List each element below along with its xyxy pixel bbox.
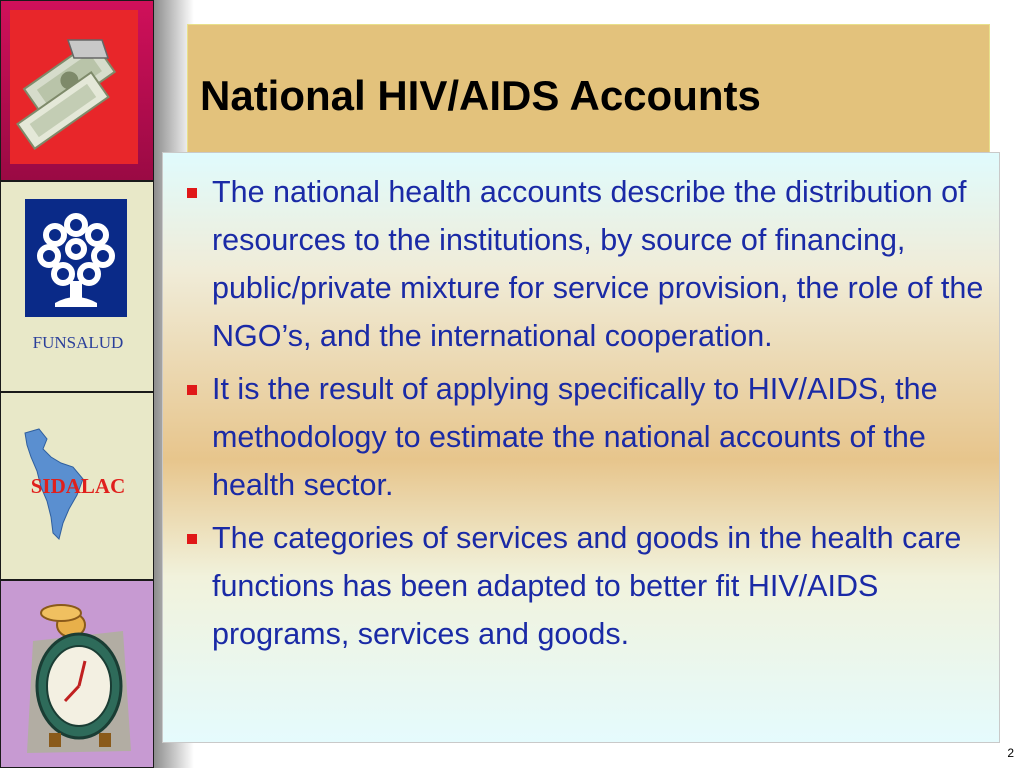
money-clip-image	[10, 10, 138, 164]
bullet-list	[173, 168, 993, 663]
sidalac-label: SIDALAC	[30, 474, 126, 498]
page-number: 2	[1007, 746, 1014, 760]
bullet-item	[173, 514, 993, 658]
clock-panel	[0, 580, 154, 768]
slide-title: National HIV/AIDS Accounts	[200, 72, 761, 119]
funsalud-tree-logo	[25, 199, 127, 317]
funsalud-panel	[0, 181, 154, 392]
bullet-text: The categories of services and goods in the health care functions has been adapted to better fit HIV/AIDS programs, services and goods.	[212, 521, 962, 651]
square-bullet-icon	[187, 188, 197, 198]
sidebar	[0, 0, 154, 768]
square-bullet-icon	[187, 385, 197, 395]
alarm-clock-image	[13, 591, 143, 761]
bullet-item	[173, 168, 993, 360]
sidalac-panel	[0, 392, 154, 580]
funsalud-label: FUNSALUD	[32, 333, 124, 352]
content-box	[162, 152, 1000, 743]
money-panel	[0, 0, 154, 181]
title-box	[187, 24, 990, 158]
bullet-text: The national health accounts describe the distribution of resources to the institutions, by source of financing, public/private mixture for service provision, the role of the NGO’s, and the international cooperation.	[212, 175, 984, 353]
bullet-item	[173, 365, 993, 509]
bullet-text: It is the result of applying specifically to HIV/AIDS, the methodology to estimate the national accounts of the health sector.	[212, 372, 938, 502]
square-bullet-icon	[187, 534, 197, 544]
